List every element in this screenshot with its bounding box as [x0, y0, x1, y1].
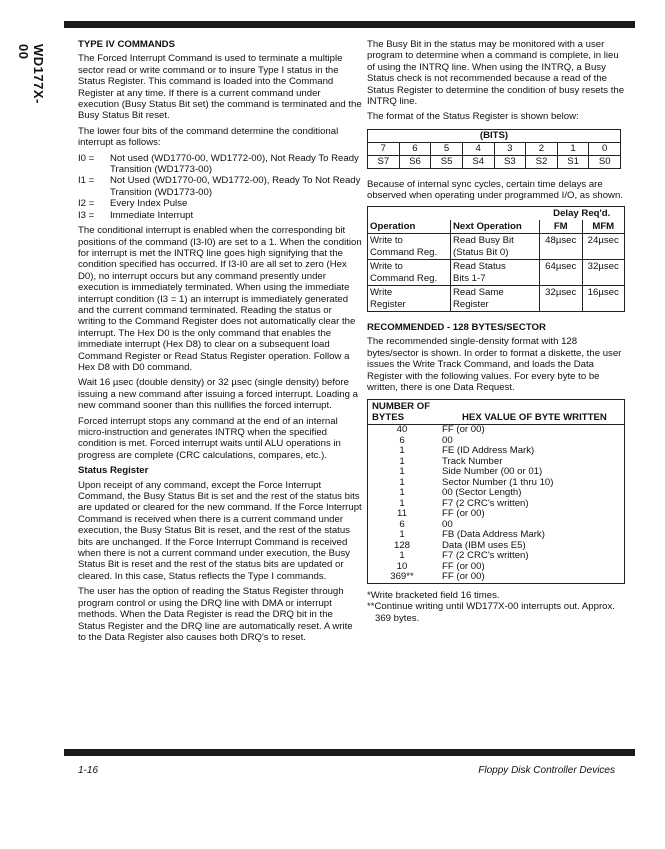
- bit-number-cell: 0: [589, 142, 621, 155]
- table-row: [368, 155, 621, 168]
- paragraph: The Busy Bit in the status may be monitored with a user program to determine when a command is complete, in lieu of using the INTRQ line. When using the INTRQ, a Busy Status check is not recommended because a read of the Status Register to determine the condition of busy resets the INTRQ line.: [367, 39, 625, 108]
- hex-value-cell: FF (or 00): [442, 424, 485, 436]
- list-item: [78, 198, 362, 209]
- table-notes: [367, 590, 629, 624]
- table-row: [368, 286, 625, 312]
- byte-count-cell: 10: [396, 560, 408, 572]
- byte-count-cell: 128: [393, 539, 410, 551]
- hex-value-cell: Track Number: [442, 455, 503, 467]
- hex-value-cell: F7 (2 CRC's written): [442, 497, 529, 509]
- hex-value-cell: FE (ID Address Mark): [442, 445, 535, 457]
- bit-number-cell: 7: [368, 142, 400, 155]
- table-cell: 16µsec: [582, 286, 625, 312]
- table-cell: (Status Bit 0): [453, 246, 509, 258]
- footer-title: Floppy Disk Controller Devices: [478, 765, 615, 776]
- definition-key: I2 =: [78, 198, 95, 210]
- table-header: NUMBER OF BYTES: [372, 401, 431, 423]
- table-row: [368, 142, 621, 155]
- table-row: [368, 509, 624, 520]
- right-column: [367, 39, 629, 624]
- bit-name-cell: S2: [526, 155, 558, 168]
- table-cell: 32µsec: [540, 286, 583, 312]
- table-title: (BITS): [368, 129, 621, 142]
- byte-count-cell: 1: [399, 476, 405, 488]
- table-cell: Register: [370, 298, 406, 310]
- paragraph: The lower four bits of the command determine the conditional interrupt as follows:: [78, 125, 339, 149]
- bit-name-cell: S3: [494, 155, 526, 168]
- delay-table: [367, 206, 625, 312]
- section-heading: TYPE IV COMMANDS: [78, 39, 176, 50]
- table-header: Next Operation: [451, 220, 540, 234]
- table-cell: Bits 1-7: [453, 272, 486, 284]
- list-item: [78, 175, 362, 198]
- format-table: [367, 399, 625, 584]
- format-table-body: [368, 425, 624, 583]
- bit-name-cell: S6: [399, 155, 431, 168]
- definition-value: Immediate Interrupt: [110, 209, 194, 221]
- table-cell: 32µsec: [582, 260, 625, 286]
- table-cell: Write to: [370, 261, 403, 273]
- definition-value: Not Used (WD1770-00, WD1772-00), Ready To Not Ready Transition (WD1773-00): [110, 175, 361, 198]
- hex-value-cell: 00: [442, 518, 453, 530]
- left-column: [78, 39, 362, 647]
- byte-count-cell: 40: [396, 424, 408, 436]
- bit-number-cell: 1: [557, 142, 589, 155]
- table-cell: Command Reg.: [370, 246, 438, 258]
- paragraph: Because of internal sync cycles, certain time delays are observed when operating under programmed I/O, as shown.: [367, 178, 623, 202]
- section-heading: RECOMMENDED - 128 BYTES/SECTOR: [367, 321, 546, 333]
- table-header: FM: [540, 220, 583, 234]
- footnote: **Continue writing until WD177X-00 interrupts out. Approx. 369 bytes.: [367, 601, 615, 624]
- hex-value-cell: FB (Data Address Mark): [442, 529, 545, 541]
- paragraph: The recommended single-density format with 128 bytes/sector is shown. In order to format a diskette, the user issues the Write Track Command, and loads the Data Register with the following values. For every byte to be written, there is one Data Request.: [367, 336, 622, 393]
- table-cell: Read Same: [453, 287, 504, 299]
- interrupt-condition-list: [78, 153, 362, 221]
- hex-value-cell: FF (or 00): [442, 508, 485, 520]
- table-cell: 64µsec: [540, 260, 583, 286]
- table-cell: Write: [370, 287, 393, 299]
- table-header: MFM: [582, 220, 625, 234]
- status-register-bits-table: [367, 129, 621, 169]
- footnote: *Write bracketed field 16 times.: [367, 589, 500, 601]
- list-item: [78, 153, 362, 176]
- byte-count-cell: 6: [399, 518, 405, 530]
- byte-count-cell: 1: [399, 455, 405, 467]
- table-cell: 24µsec: [582, 234, 625, 260]
- hex-value-cell: FF (or 00): [442, 560, 485, 572]
- definition-value: Every Index Pulse: [110, 198, 188, 210]
- table-header: HEX VALUE OF BYTE WRITTEN: [462, 411, 607, 423]
- table-cell: Read Busy Bit: [453, 235, 514, 247]
- hex-value-cell: 00 (Sector Length): [442, 487, 522, 499]
- byte-count-cell: 1: [399, 550, 405, 562]
- hex-value-cell: 00: [442, 434, 453, 446]
- bit-name-cell: S5: [431, 155, 463, 168]
- paragraph: Wait 16 µsec (double density) or 32 µsec (single density) before issuing a new command after issuing a forced interrupt. Loading a new command sooner than this nullifies the forced interrupt.: [78, 377, 358, 412]
- hex-value-cell: Side Number (00 or 01): [442, 466, 543, 478]
- bit-number-cell: 4: [462, 142, 494, 155]
- table-cell: Register: [453, 298, 489, 310]
- bit-name-cell: S4: [462, 155, 494, 168]
- definition-value: Not used (WD1770-00, WD1772-00), Not Ready To Ready Transition (WD1773-00): [110, 152, 359, 176]
- byte-count-cell: 6: [399, 434, 405, 446]
- definition-key: I0 =: [78, 152, 95, 164]
- paragraph: The format of the Status Register is shown below:: [367, 111, 579, 123]
- table-header: Delay Req'd.: [540, 206, 625, 220]
- byte-count-cell: 11: [397, 508, 407, 520]
- table-cell: Write to: [370, 235, 403, 247]
- definition-key: I1 =: [78, 175, 95, 187]
- paragraph: Forced interrupt stops any command at the end of an internal micro-instruction and generates INTRQ when the specified condition is met. Forced interrupt waits until ALU operations in progress are complete (CRC calculations, compares, etc.).: [78, 415, 341, 461]
- bit-name-cell: S7: [368, 155, 400, 168]
- definition-key: I3 =: [78, 209, 95, 221]
- table-row: [368, 425, 624, 436]
- hex-value-cell: Data (IBM uses E5): [442, 539, 526, 551]
- paragraph: The Forced Interrupt Command is used to terminate a multiple sector read or write command or to insure Type I status in the Status Register. This command is loaded into the Command Register at any time. If there is a current command under execution (Busy Status Bit set) the command is terminated and the Busy Status Bit reset.: [78, 53, 362, 122]
- byte-count-cell: 369**: [390, 571, 414, 583]
- table-header: Operation: [368, 220, 451, 234]
- byte-count-cell: 1: [399, 497, 405, 509]
- bottom-rule: [64, 749, 635, 756]
- bit-number-cell: 5: [431, 142, 463, 155]
- table-row: [368, 260, 625, 286]
- table-row: [368, 234, 625, 260]
- byte-count-cell: 1: [399, 529, 405, 541]
- paragraph: Upon receipt of any command, except the Force Interrupt Command, the Busy Status Bit is set and the rest of the status bits are updated or cleared for the new command. If the Force Interrupt Command is received when there is a current command under execution, the Busy Status Bit is reset, and the rest of the status bits are unchanged. If the Force Interrupt Command is received when there is not a current command under execution, the Busy Status Bit is reset and the rest of the status bits are updated or cleared. In this case, Status reflects the Type I commands.: [78, 479, 362, 582]
- bit-name-cell: S1: [557, 155, 589, 168]
- hex-value-cell: FF (or 00): [442, 571, 485, 583]
- table-row: [368, 572, 624, 583]
- byte-count-cell: 1: [399, 445, 405, 457]
- bit-name-cell: S0: [589, 155, 621, 168]
- table-cell: 48µsec: [540, 234, 583, 260]
- page-number: 1-16: [78, 765, 99, 776]
- paragraph: The conditional interrupt is enabled when the corresponding bit positions of the command (I3-I0) are set to a 1. When the condition for interrupt is met the INTRQ line goes high signifying that the condition specified has occurred. If I3-I0 are all set to zero (Hex D0), no interrupt occurs but any command presently under execution is immediately terminated. When using the immediate interrupt condition (I3 = 1) an interrupt is immediately generated and the current command terminated. Reading the status or writing to the Command Register does not automatically clear the interrupt. The Hex D0 is the only command that enables the immediate interrupt (Hex D8) to clear on a subsequent load Command Register or Read Status Register operation. Follow a Hex D8 with D0 command.: [78, 225, 362, 373]
- top-rule: [64, 21, 635, 28]
- byte-count-cell: 1: [399, 466, 405, 478]
- subsection-heading: Status Register: [78, 465, 149, 477]
- list-item: [78, 210, 362, 221]
- paragraph: The user has the option of reading the Status Register through program control or using the DRQ line with DMA or interrupt methods. When the Data Register is read the DRQ bit in the Status Register and the DRQ line are automatically reset. A write to the Data Register also causes both DRQ's to reset.: [78, 586, 353, 643]
- bit-number-cell: 6: [399, 142, 431, 155]
- table-cell: Read Status: [453, 261, 506, 273]
- bit-number-cell: 3: [494, 142, 526, 155]
- side-tab-part-number: WD177X-00: [16, 44, 46, 104]
- byte-count-cell: 1: [399, 487, 405, 499]
- bit-number-cell: 2: [526, 142, 558, 155]
- hex-value-cell: Sector Number (1 thru 10): [442, 476, 554, 488]
- hex-value-cell: F7 (2 CRC's written): [442, 550, 529, 562]
- table-cell: Command Reg.: [370, 272, 438, 284]
